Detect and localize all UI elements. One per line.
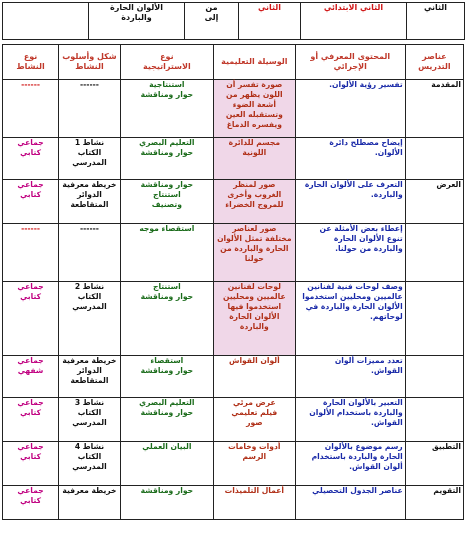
stage-cell: العرض — [405, 180, 463, 224]
content-cell: تعدد مميزات ألوان القواش. — [295, 356, 405, 398]
strategy-cell: حوار ومناقشة — [120, 486, 213, 520]
tool-cell: صور لمنظر الغروب وأخرى للمروج الخضراء — [213, 180, 295, 224]
table-row — [3, 442, 464, 486]
col-header-type: نوع النشاط — [3, 45, 59, 80]
tool-cell: أدوات وخامات الرسم — [213, 442, 295, 486]
activity-shape-cell: ------ — [59, 224, 121, 282]
content-cell: إيضاح مصطلح دائرة الألوان. — [295, 138, 405, 180]
activity-type-cell: ------ — [3, 80, 59, 138]
table-header-row — [3, 45, 464, 80]
content-cell: رسم موضوع بالألوان الحارة والباردة باستخدام ألوان القواش. — [295, 442, 405, 486]
header-cell-1: الثاني الابتدائي — [301, 3, 407, 40]
strategy-cell: استقصاء حوار ومناقشة — [120, 356, 213, 398]
col-header-shape: شكل وأسلوب النشاط — [59, 45, 121, 80]
activity-type-cell: جماعي كتابي — [3, 282, 59, 356]
header-cell-3: من إلى — [185, 3, 239, 40]
strategy-cell: استقصاء موجه — [120, 224, 213, 282]
activity-type-cell: جماعي كتابي — [3, 138, 59, 180]
activity-shape-cell: خريطة معرفية — [59, 486, 121, 520]
content-cell: وصف لوحات فنية لفنانين عالميين ومحليين استخدموا الألوان الحارة والباردة في لوحاتهم. — [295, 282, 405, 356]
col-header-content: المحتوى المعرفي أو الإجرائي — [295, 45, 405, 80]
table-row — [3, 224, 464, 282]
stage-cell: التقويم — [405, 486, 463, 520]
header-cell-2: الثاني — [239, 3, 301, 40]
activity-shape-cell: خريطة معرفية الدوائر المتقاطعة — [59, 356, 121, 398]
stage-cell — [405, 224, 463, 282]
content-cell: عناصر الجدول التحصيلي — [295, 486, 405, 520]
strategy-cell: التعليم البصري حوار ومناقشة — [120, 398, 213, 442]
tool-cell: ألوان القواش — [213, 356, 295, 398]
tool-cell: مجسم للدائرة اللونية — [213, 138, 295, 180]
header-cell-4: الألوان الحارة والباردة — [89, 3, 185, 40]
content-cell: إعطاء بعض الأمثلة عن تنوع الألوان الحارة والباردة من حولنا. — [295, 224, 405, 282]
activity-type-cell: ------ — [3, 224, 59, 282]
table-row — [3, 486, 464, 520]
activity-type-cell: جماعي كتابي — [3, 486, 59, 520]
header-table — [2, 2, 465, 40]
strategy-cell: التعليم البصري حوار ومناقشة — [120, 138, 213, 180]
table-row — [3, 282, 464, 356]
activity-shape-cell: نشاط 1 الكتاب المدرسي — [59, 138, 121, 180]
stage-cell — [405, 398, 463, 442]
header-cell-5 — [3, 3, 89, 40]
lesson-table — [2, 44, 464, 520]
activity-type-cell: جماعي كتابي — [3, 398, 59, 442]
col-header-tool: الوسيلة التعليمية — [213, 45, 295, 80]
col-header-stage: عناصر التدريس — [405, 45, 463, 80]
table-row — [3, 398, 464, 442]
content-cell: التعرف على الألوان الحارة والباردة. — [295, 180, 405, 224]
stage-cell: المقدمة — [405, 80, 463, 138]
table-body — [3, 80, 464, 520]
strategy-cell: حوار ومناقشة استنتاج وتصنيف — [120, 180, 213, 224]
table-row — [3, 356, 464, 398]
strategy-cell: استنتاجية حوار ومناقشة — [120, 80, 213, 138]
strategy-cell: استنتاج حوار ومناقشة — [120, 282, 213, 356]
table-row — [3, 138, 464, 180]
activity-type-cell: جماعي كتابي — [3, 442, 59, 486]
stage-cell — [405, 282, 463, 356]
tool-cell: لوحات لفنانين عالميين ومحليين استخدموا فيها الألوان الحارة والباردة — [213, 282, 295, 356]
col-header-strategy: نوع الاستراتيجية — [120, 45, 213, 80]
header-row — [3, 3, 465, 40]
activity-shape-cell: نشاط 2 الكتاب المدرسي — [59, 282, 121, 356]
stage-cell — [405, 356, 463, 398]
activity-shape-cell: خريطة معرفية الدوائر المتقاطعة — [59, 180, 121, 224]
tool-cell: أعمال التلميذات — [213, 486, 295, 520]
activity-type-cell: جماعي كتابي — [3, 180, 59, 224]
strategy-cell: البيان العملي — [120, 442, 213, 486]
table-row — [3, 180, 464, 224]
activity-type-cell: جماعي شفهي — [3, 356, 59, 398]
activity-shape-cell: نشاط 3 الكتاب المدرسي — [59, 398, 121, 442]
tool-cell: صور لعناصر مختلفة تمثل الألوان الحارة والباردة من حولنا — [213, 224, 295, 282]
table-row — [3, 80, 464, 138]
stage-cell — [405, 138, 463, 180]
tool-cell: عرض مرئي فيلم تعليمي صور — [213, 398, 295, 442]
content-cell: تفسير رؤية الألوان. — [295, 80, 405, 138]
activity-shape-cell: نشاط 4 الكتاب المدرسي — [59, 442, 121, 486]
activity-shape-cell: ------ — [59, 80, 121, 138]
header-cell-0: الثاني — [407, 3, 465, 40]
content-cell: التعبير بالألوان الحارة والباردة باستخدام الألوان القواش. — [295, 398, 405, 442]
stage-cell: التطبيق — [405, 442, 463, 486]
tool-cell: صورة تفسر أن اللون يظهر من أشعة الضوء وتستقبله العين ويفسره الدماغ — [213, 80, 295, 138]
